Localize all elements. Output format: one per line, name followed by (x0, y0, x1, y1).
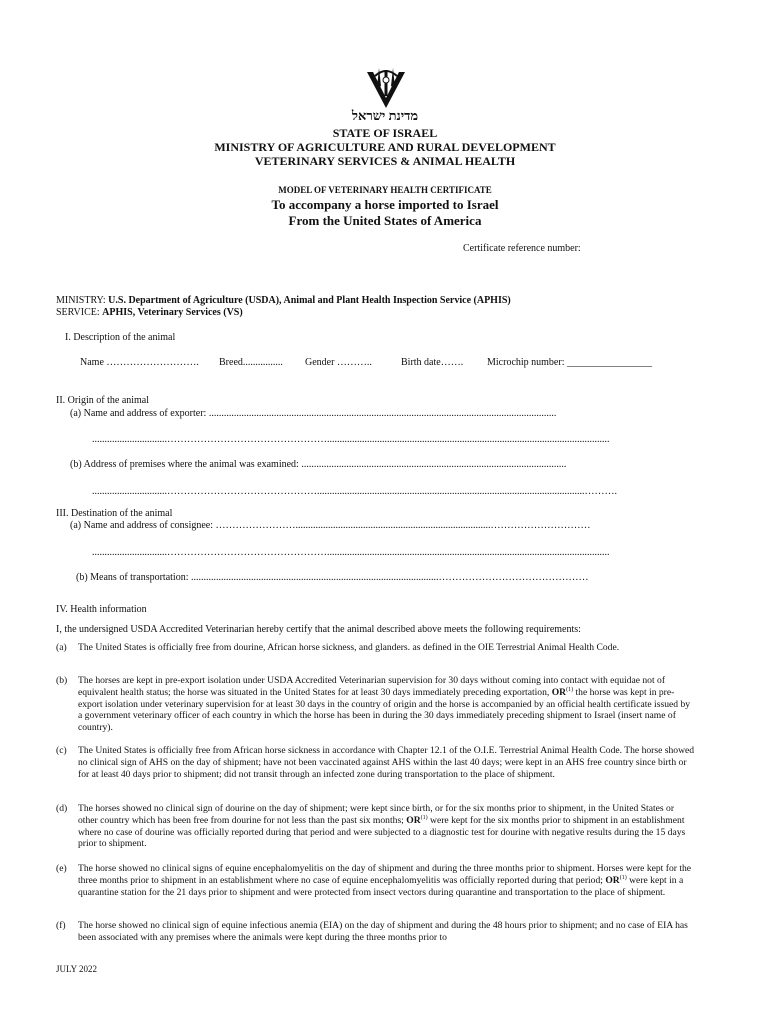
service-line (56, 307, 243, 319)
requirement-label: (e) (56, 863, 67, 874)
service-value: APHIS, Veterinary Services (VS) (102, 307, 243, 318)
requirement-text: The horse showed no clinical signs of equine encephalomyelitis on the day of shipment and during the three months prior to shipment. Horses were kept for the three months prior to shipment in an establishment where no case of equine encephalomyelitis was officially reported during that period; OR$^{(1)}$ were kept in a quarantine station for the 21 days prior to shipment and were protected from insect vectors during quarantine and transportation to the place of shipment. (78, 863, 692, 898)
premises-field[interactable]: (b) Address of premises where the animal was examined: .......................................................................................................... (70, 459, 567, 470)
breed-field[interactable]: Breed................ (219, 357, 283, 368)
ministry-value: U.S. Department of Agriculture (USDA), Animal and Plant Health Inspection Service (APHIS) (108, 295, 511, 306)
requirement-label: (d) (56, 803, 68, 814)
section2-title: II. Origin of the animal (56, 395, 150, 406)
model-certificate-title: MODEL OF VETERINARY HEALTH CERTIFICATE (278, 185, 492, 195)
requirement-text: The horses showed no clinical sign of dourine on the day of shipment; were kept since birth, or for the six months prior to shipment, in the United States or other country which has been free from dourine for not less than the past six months; OR$^{(1)}$ were kept for the six months prior to shipment in an establishment where no case of dourine was officially reported during that period and were subjected to a diagnostic test for dourine with negative results during the 15 days prior to shipment. (78, 803, 686, 850)
requirement-label: (c) (56, 745, 67, 756)
consignee-field-line2[interactable]: ..............................…………………………………………................................................................................................................. (92, 547, 610, 558)
requirement-label: (f) (56, 920, 66, 931)
section3-title: III. Destination of the animal (56, 508, 173, 519)
hebrew-state-name: מדינת ישראל (351, 108, 419, 123)
requirement-e (56, 863, 696, 898)
name-field[interactable]: Name ………………………. (80, 357, 199, 368)
service-label: SERVICE: (56, 307, 100, 318)
ministry-line (56, 295, 511, 307)
requirement-b (56, 675, 696, 734)
premises-field-line2[interactable]: ..............................………………………………………...........................................................................................................………. (92, 486, 617, 497)
microchip-field[interactable]: Microchip number: _________________ (487, 357, 652, 368)
requirement-text: The United States is officially free from dourine, African horse sickness, and glanders. as defined in the OIE Terrestrial Animal Health Code. (78, 642, 620, 653)
requirement-text: The horses are kept in pre-export isolation under USDA Accredited Veterinarian supervision for 30 days without coming into contact with equidae not of equivalent health status; the horse was situated in the United States for at least 30 days immediately preceding exportation, OR$^{(1)}$ the horse was kept in pre-export isolation under veterinary supervision for at least 30 days in the country of origin and the horse is accompanied by an official health certificate issued by a government veterinary officer of each country in which the horse has been in during the 30 days immediately preceding shipment to Israel (insert name of country). (78, 675, 691, 734)
requirement-text: The United States is officially free from African horse sickness in accordance with Chapter 12.1 of the O.I.E. Terrestrial Animal Health Code. The horse showed no clinical sign of AHS on the day of shipment; have not been vaccinated against AHS within the last 40 days; were kept in an AHS free country since birth or for at least 40 days prior to shipment; did not transit through an infected zone during transportation to the place of shipment. (78, 745, 695, 780)
gender-field[interactable]: Gender ……….. (305, 357, 372, 368)
ministry-label: MINISTRY: (56, 295, 106, 306)
state-title: STATE OF ISRAEL (332, 126, 438, 140)
israel-emblem-logo (363, 66, 409, 110)
requirement-c (56, 745, 696, 780)
from-title: From the United States of America (288, 213, 482, 228)
birth-date-field[interactable]: Birth date……. (401, 357, 464, 368)
footer-date: JULY 2022 (56, 964, 98, 974)
vet-services-title: VETERINARY SERVICES & ANIMAL HEALTH (254, 154, 516, 168)
transport-field[interactable]: (b) Means of transportation: ...................................................................................................……………………………………… (76, 572, 589, 583)
section4-title: IV. Health information (56, 604, 147, 615)
requirement-a (56, 642, 696, 654)
consignee-field[interactable]: (a) Name and address of consignee: ……………………..............................................................................………………………… (70, 520, 591, 531)
exporter-field[interactable]: (a) Name and address of exporter: ........................................................................................................................................... (70, 408, 557, 419)
requirement-label: (b) (56, 675, 68, 686)
requirement-text: The horse showed no clinical sign of equine infectious anemia (EIA) on the day of shipment and during the 48 hours prior to shipment; and no case of EIA has been associated with any premises where the animals were kept during the three months prior to (78, 920, 688, 943)
accompany-title: To accompany a horse imported to Israel (271, 197, 499, 212)
ministry-title: MINISTRY OF AGRICULTURE AND RURAL DEVELOPMENT (214, 140, 556, 154)
exporter-field-line2[interactable]: ..............................…………………………………………................................................................................................................. (92, 434, 610, 445)
requirement-d (56, 803, 696, 850)
certificate-reference-label: Certificate reference number: (463, 243, 581, 254)
requirement-f (56, 920, 696, 944)
section4-intro: I, the undersigned USDA Accredited Veterinarian hereby certify that the animal described above meets the following requirements: (56, 624, 581, 635)
requirement-label: (a) (56, 642, 67, 653)
section1-title: I. Description of the animal (65, 332, 176, 343)
